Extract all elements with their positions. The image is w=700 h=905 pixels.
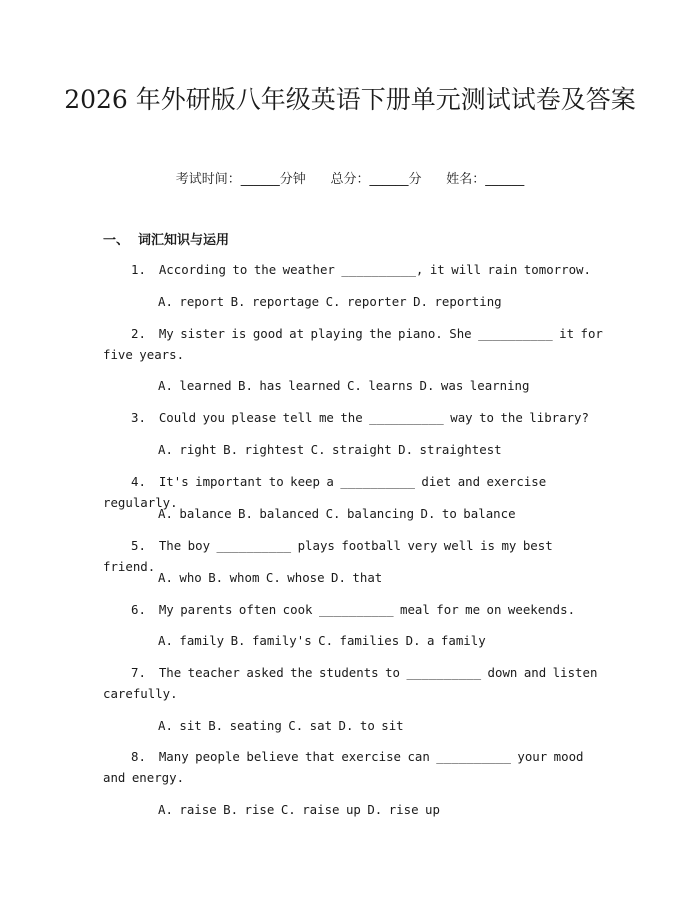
question-5-options: A. who B. whom C. whose D. that xyxy=(158,570,383,585)
question-6: 6. My parents often cook __________ meal for me on weekends. xyxy=(131,602,576,617)
question-4: 4. It's important to keep a __________ diet and exercise regularly. xyxy=(103,474,553,510)
question-3: 3. Could you please tell me the __________ way to the library? xyxy=(131,410,589,425)
question-3-options: A. right B. rightest C. straight D. straightest xyxy=(158,442,502,457)
question-4-options: A. balance B. balanced C. balancing D. to balance xyxy=(158,506,516,521)
page-title: 2026 年外研版八年级英语下册单元测试试卷及答案 xyxy=(64,85,636,114)
question-5: 5. The boy __________ plays football very well is my best friend. xyxy=(103,538,560,574)
question-2: 2. My sister is good at playing the piano. She __________ it for five years. xyxy=(103,326,610,362)
question-7: 7. The teacher asked the students to __________ down and listen carefully. xyxy=(103,665,604,701)
question-2-options: A. learned B. has learned C. learns D. was learning xyxy=(158,378,530,393)
question-1-options: A. report B. reportage C. reporter D. reporting xyxy=(158,294,502,309)
question-6-options: A. family B. family's C. families D. a family xyxy=(158,633,486,648)
question-8: 8. Many people believe that exercise can __________ your mood and energy. xyxy=(103,749,590,785)
section-heading: 一、 词汇知识与运用 xyxy=(103,233,230,248)
question-8-options: A. raise B. rise C. raise up D. rise up xyxy=(158,802,440,817)
question-7-options: A. sit B. seating C. sat D. to sit xyxy=(158,718,404,733)
exam-meta-line: 考试时间：______分钟 总分：______分 姓名：______ xyxy=(175,172,525,187)
question-1: 1. According to the weather __________, it will rain tomorrow. xyxy=(131,262,591,277)
